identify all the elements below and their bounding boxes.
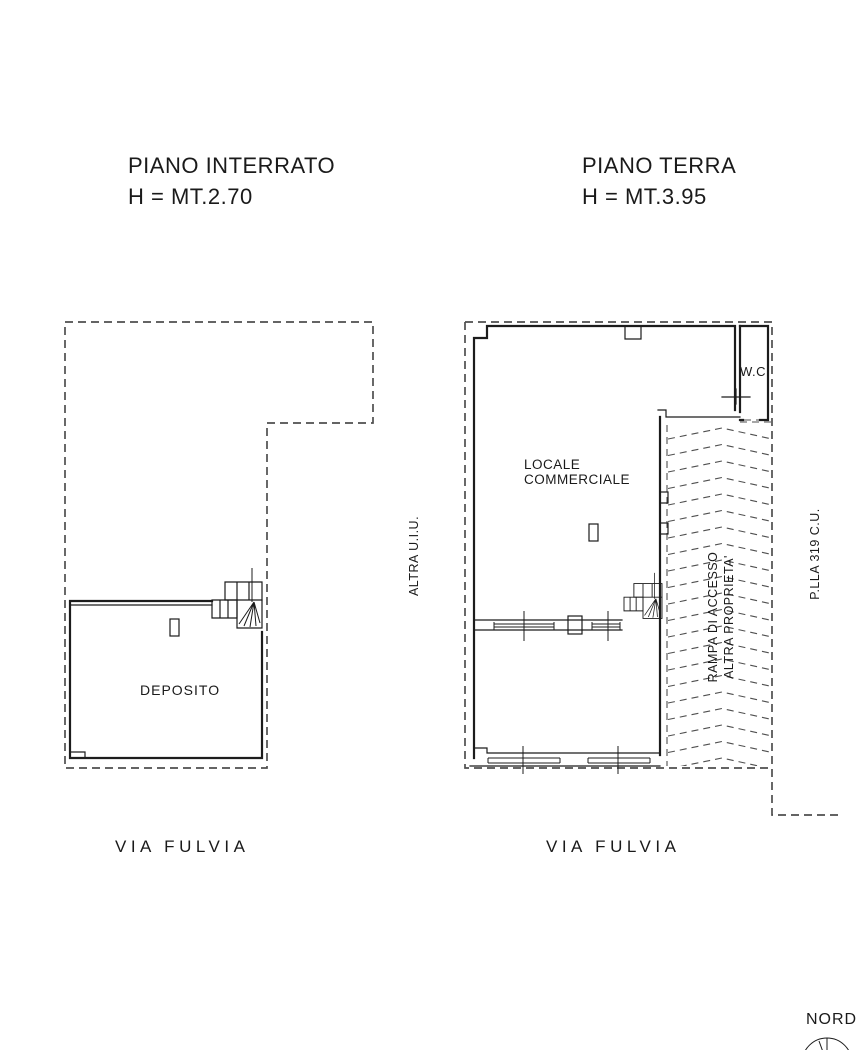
altra-uiu-label: ALTRA U.I.U. — [407, 515, 421, 597]
basement-title — [128, 150, 335, 212]
basement-title-name: PIANO INTERRATO — [128, 153, 336, 178]
basement-lot-boundary — [65, 322, 373, 768]
ramp-label: RAMPA DI ACCESSO ALTRA PROPRIETA' — [706, 551, 736, 683]
ground-staircase-icon — [624, 573, 662, 619]
ground-pillar — [589, 524, 598, 541]
ground-title — [582, 150, 736, 212]
basement-staircase-icon — [212, 568, 262, 628]
deposito-room-walls — [70, 601, 262, 758]
street-wall-windows — [470, 746, 660, 774]
via-fulvia-left-label: VIA FULVIA — [115, 837, 250, 856]
wc-label: W.C. — [740, 364, 771, 379]
north-compass-icon — [802, 1038, 852, 1050]
divider-wall-windows — [474, 611, 622, 641]
nord-label: NORD — [806, 1011, 858, 1028]
via-fulvia-right-label: VIA FULVIA — [546, 837, 681, 856]
plla-319-label: P.LLA 319 C.U. — [808, 508, 822, 600]
ground-lot-boundary — [465, 322, 838, 815]
basement-title-height: H = MT.2.70 — [128, 184, 253, 209]
deposito-label: DEPOSITO — [140, 682, 221, 698]
ground-floor-plan — [465, 322, 838, 815]
basement-pillar — [170, 619, 179, 636]
locale-commerciale-label: LOCALE COMMERCIALE — [524, 457, 631, 487]
basement-plan — [65, 322, 373, 768]
ground-title-name: PIANO TERRA — [582, 153, 737, 178]
ground-title-height: H = MT.3.95 — [582, 184, 707, 209]
wc-cross-marker — [722, 389, 750, 404]
